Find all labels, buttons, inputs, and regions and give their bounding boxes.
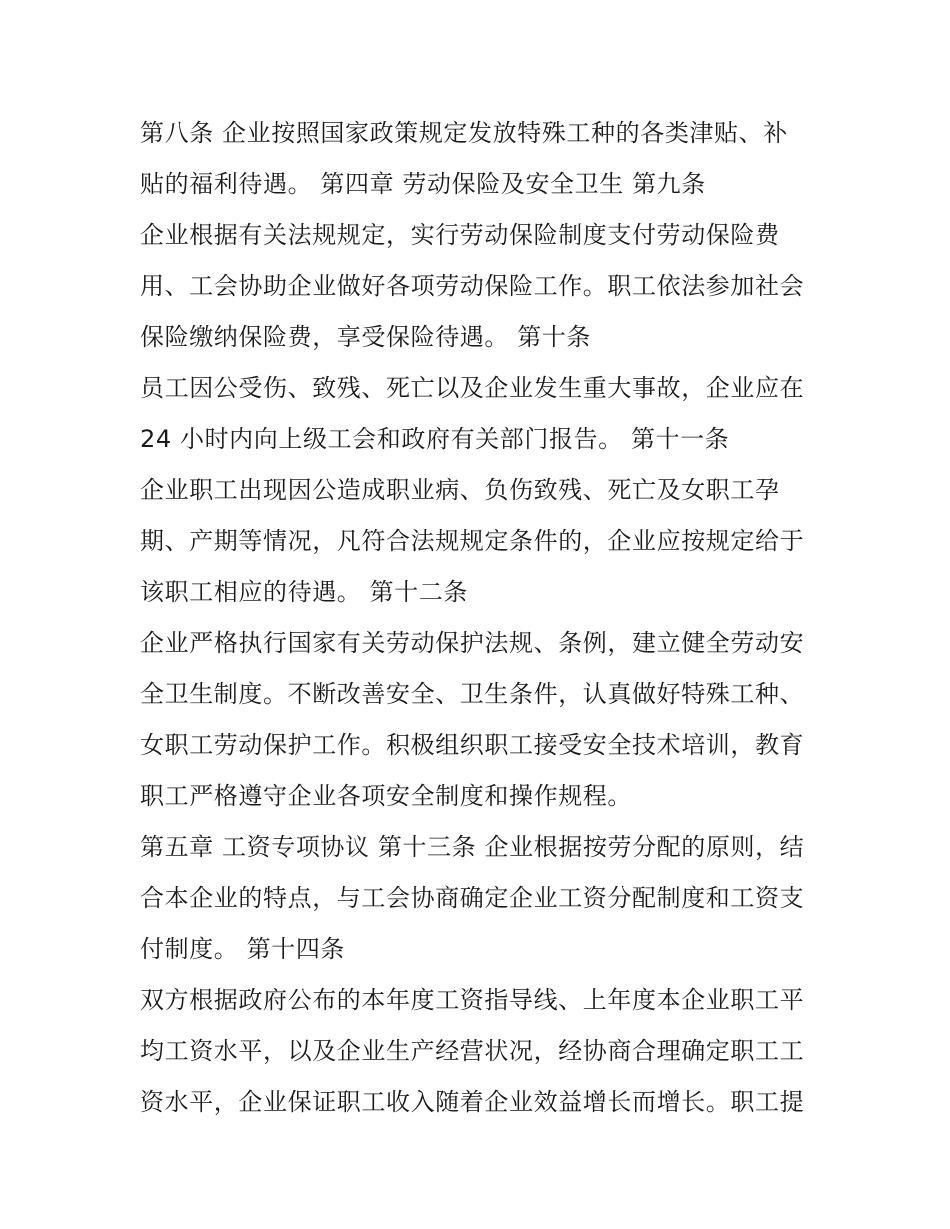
- text-line: 职工严格遵守企业各项安全制度和操作规程。: [140, 782, 632, 810]
- text-line: 双方根据政府公布的本年度工资指导线、上年度本企业职工平: [140, 986, 805, 1014]
- text-line: 女职工劳动保护工作。积极组织职工接受安全技术培训，教育: [140, 731, 805, 759]
- text-line: 全卫生制度。不断改善安全、卫生条件，认真做好特殊工种、: [140, 680, 805, 708]
- document-body: [140, 108, 820, 1128]
- text-line: 企业严格执行国家有关劳动保护法规、条例，建立健全劳动安: [140, 629, 805, 657]
- text-line: 贴的福利待遇。 第四章 劳动保险及安全卫生 第九条: [140, 170, 706, 198]
- text-line: 第八条 企业按照国家政策规定发放特殊工种的各类津贴、补: [140, 119, 788, 147]
- text-line: 保险缴纳保险费，享受保险待遇。 第十条: [140, 323, 592, 351]
- text-line: 用、工会协助企业做好各项劳动保险工作。职工依法参加社会: [140, 272, 805, 300]
- text-line: 该职工相应的待遇。 第十二条: [140, 578, 469, 606]
- text-line: 员工因公受伤、致残、死亡以及企业发生重大事故，企业应在: [140, 374, 805, 402]
- text-line: 24 小时内向上级工会和政府有关部门报告。 第十一条: [140, 425, 730, 453]
- text-line: 期、产期等情况，凡符合法规规定条件的，企业应按规定给于: [140, 527, 805, 555]
- text-line: 均工资水平，以及企业生产经营状况，经协商合理确定职工工: [140, 1037, 805, 1065]
- text-line: 资水平，企业保证职工收入随着企业效益增长而增长。职工提: [140, 1088, 805, 1116]
- text-line: 第五章 工资专项协议 第十三条 企业根据按劳分配的原则，结: [140, 833, 805, 861]
- text-line: 合本企业的特点，与工会协商确定企业工资分配制度和工资支: [140, 884, 805, 912]
- text-line: 企业根据有关法规规定，实行劳动保险制度支付劳动保险费: [140, 221, 780, 249]
- text-line: 企业职工出现因公造成职业病、负伤致残、死亡及女职工孕: [140, 476, 780, 504]
- text-line: 付制度。 第十四条: [140, 935, 346, 963]
